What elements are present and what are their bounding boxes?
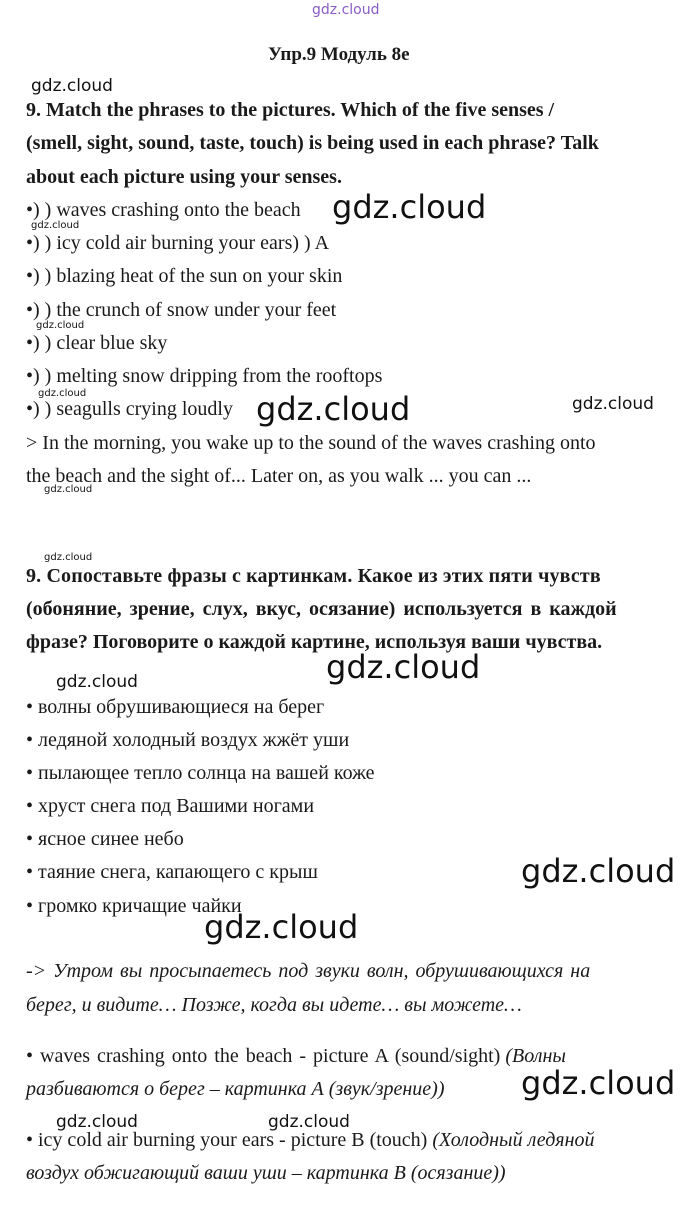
english-example-line: the beach and the sight of... Later on, as you walk ... you can ... — [26, 465, 532, 487]
russian-item: • пылающее тепло солнца на вашей коже — [26, 762, 375, 784]
russian-example-line: -> Утром вы просыпаетесь под звуки волн, обрушивающихся на — [26, 960, 591, 982]
russian-item: • таяние снега, капающего с крыш — [26, 861, 318, 883]
russian-item: • громко кричащие чайки — [26, 895, 242, 917]
header-watermark: gdz.cloud — [312, 2, 380, 18]
answer-main: • icy cold air burning your ears - picture B (touch) — [26, 1129, 428, 1151]
watermark: gdz.cloud — [204, 908, 359, 946]
answer-translation: (Волны — [505, 1045, 566, 1067]
english-item: •) ) waves crashing onto the beach — [26, 199, 301, 221]
answer-translation: (Холодный ледяной — [432, 1129, 595, 1151]
watermark: gdz.cloud — [38, 388, 87, 399]
page-title: Упр.9 Модуль 8е — [268, 44, 410, 65]
watermark: gdz.cloud — [572, 394, 654, 414]
answer-line — [26, 1045, 566, 1068]
russian-task-line: 9. Сопоставьте фразы с картинкам. Какое из этих пяти чувств — [26, 565, 601, 587]
english-item: •) ) blazing heat of the sun on your skin — [26, 265, 343, 287]
russian-task-line: (обоняние, зрение, слух, вкус, осязание) используется в каждой — [26, 598, 617, 620]
english-item: •) ) the crunch of snow under your feet — [26, 299, 337, 321]
english-item: •) ) seagulls crying loudly — [26, 398, 233, 420]
russian-task-line: фразе? Поговорите о каждой картине, используя ваши чувства. — [26, 631, 603, 653]
watermark: gdz.cloud — [36, 320, 85, 331]
english-item: •) ) clear blue sky — [26, 332, 168, 354]
english-example-line: > In the morning, you wake up to the sound of the waves crashing onto — [26, 432, 596, 454]
watermark: gdz.cloud — [31, 76, 113, 96]
watermark: gdz.cloud — [521, 1064, 676, 1102]
watermark: gdz.cloud — [31, 220, 80, 231]
english-task-line: 9. Match the phrases to the pictures. Which of the five senses / — [26, 99, 555, 121]
watermark: gdz.cloud — [44, 484, 93, 495]
watermark: gdz.cloud — [56, 672, 138, 692]
answer-translation: воздух обжигающий ваши уши – картинка В (осязание)) — [26, 1162, 506, 1184]
watermark: gdz.cloud — [44, 552, 93, 563]
watermark: gdz.cloud — [332, 188, 487, 226]
russian-item: • хруст снега под Вашими ногами — [26, 795, 315, 817]
english-task-line: about each picture using your senses. — [26, 166, 342, 188]
watermark: gdz.cloud — [256, 390, 411, 428]
answer-line — [26, 1129, 595, 1152]
english-item: •) ) melting snow dripping from the rooftops — [26, 365, 383, 387]
answer-translation: разбиваются о берег – картинка А (звук/зрение)) — [26, 1078, 445, 1100]
russian-item: • ледяной холодный воздух жжёт уши — [26, 729, 350, 751]
watermark: gdz.cloud — [268, 1112, 350, 1132]
watermark: gdz.cloud — [326, 648, 481, 686]
russian-item: • ясное синее небо — [26, 828, 184, 850]
watermark: gdz.cloud — [521, 852, 676, 890]
english-task-line: (smell, sight, sound, taste, touch) is being used in each phrase? Talk — [26, 132, 599, 154]
russian-example-line: берег, и видите… Позже, когда вы идете… вы можете… — [26, 994, 522, 1016]
english-item: •) ) icy cold air burning your ears) ) A — [26, 232, 330, 254]
russian-item: • волны обрушивающиеся на берег — [26, 696, 325, 718]
answer-main: • waves crashing onto the beach - picture A (sound/sight) — [26, 1045, 501, 1067]
watermark: gdz.cloud — [56, 1112, 138, 1132]
